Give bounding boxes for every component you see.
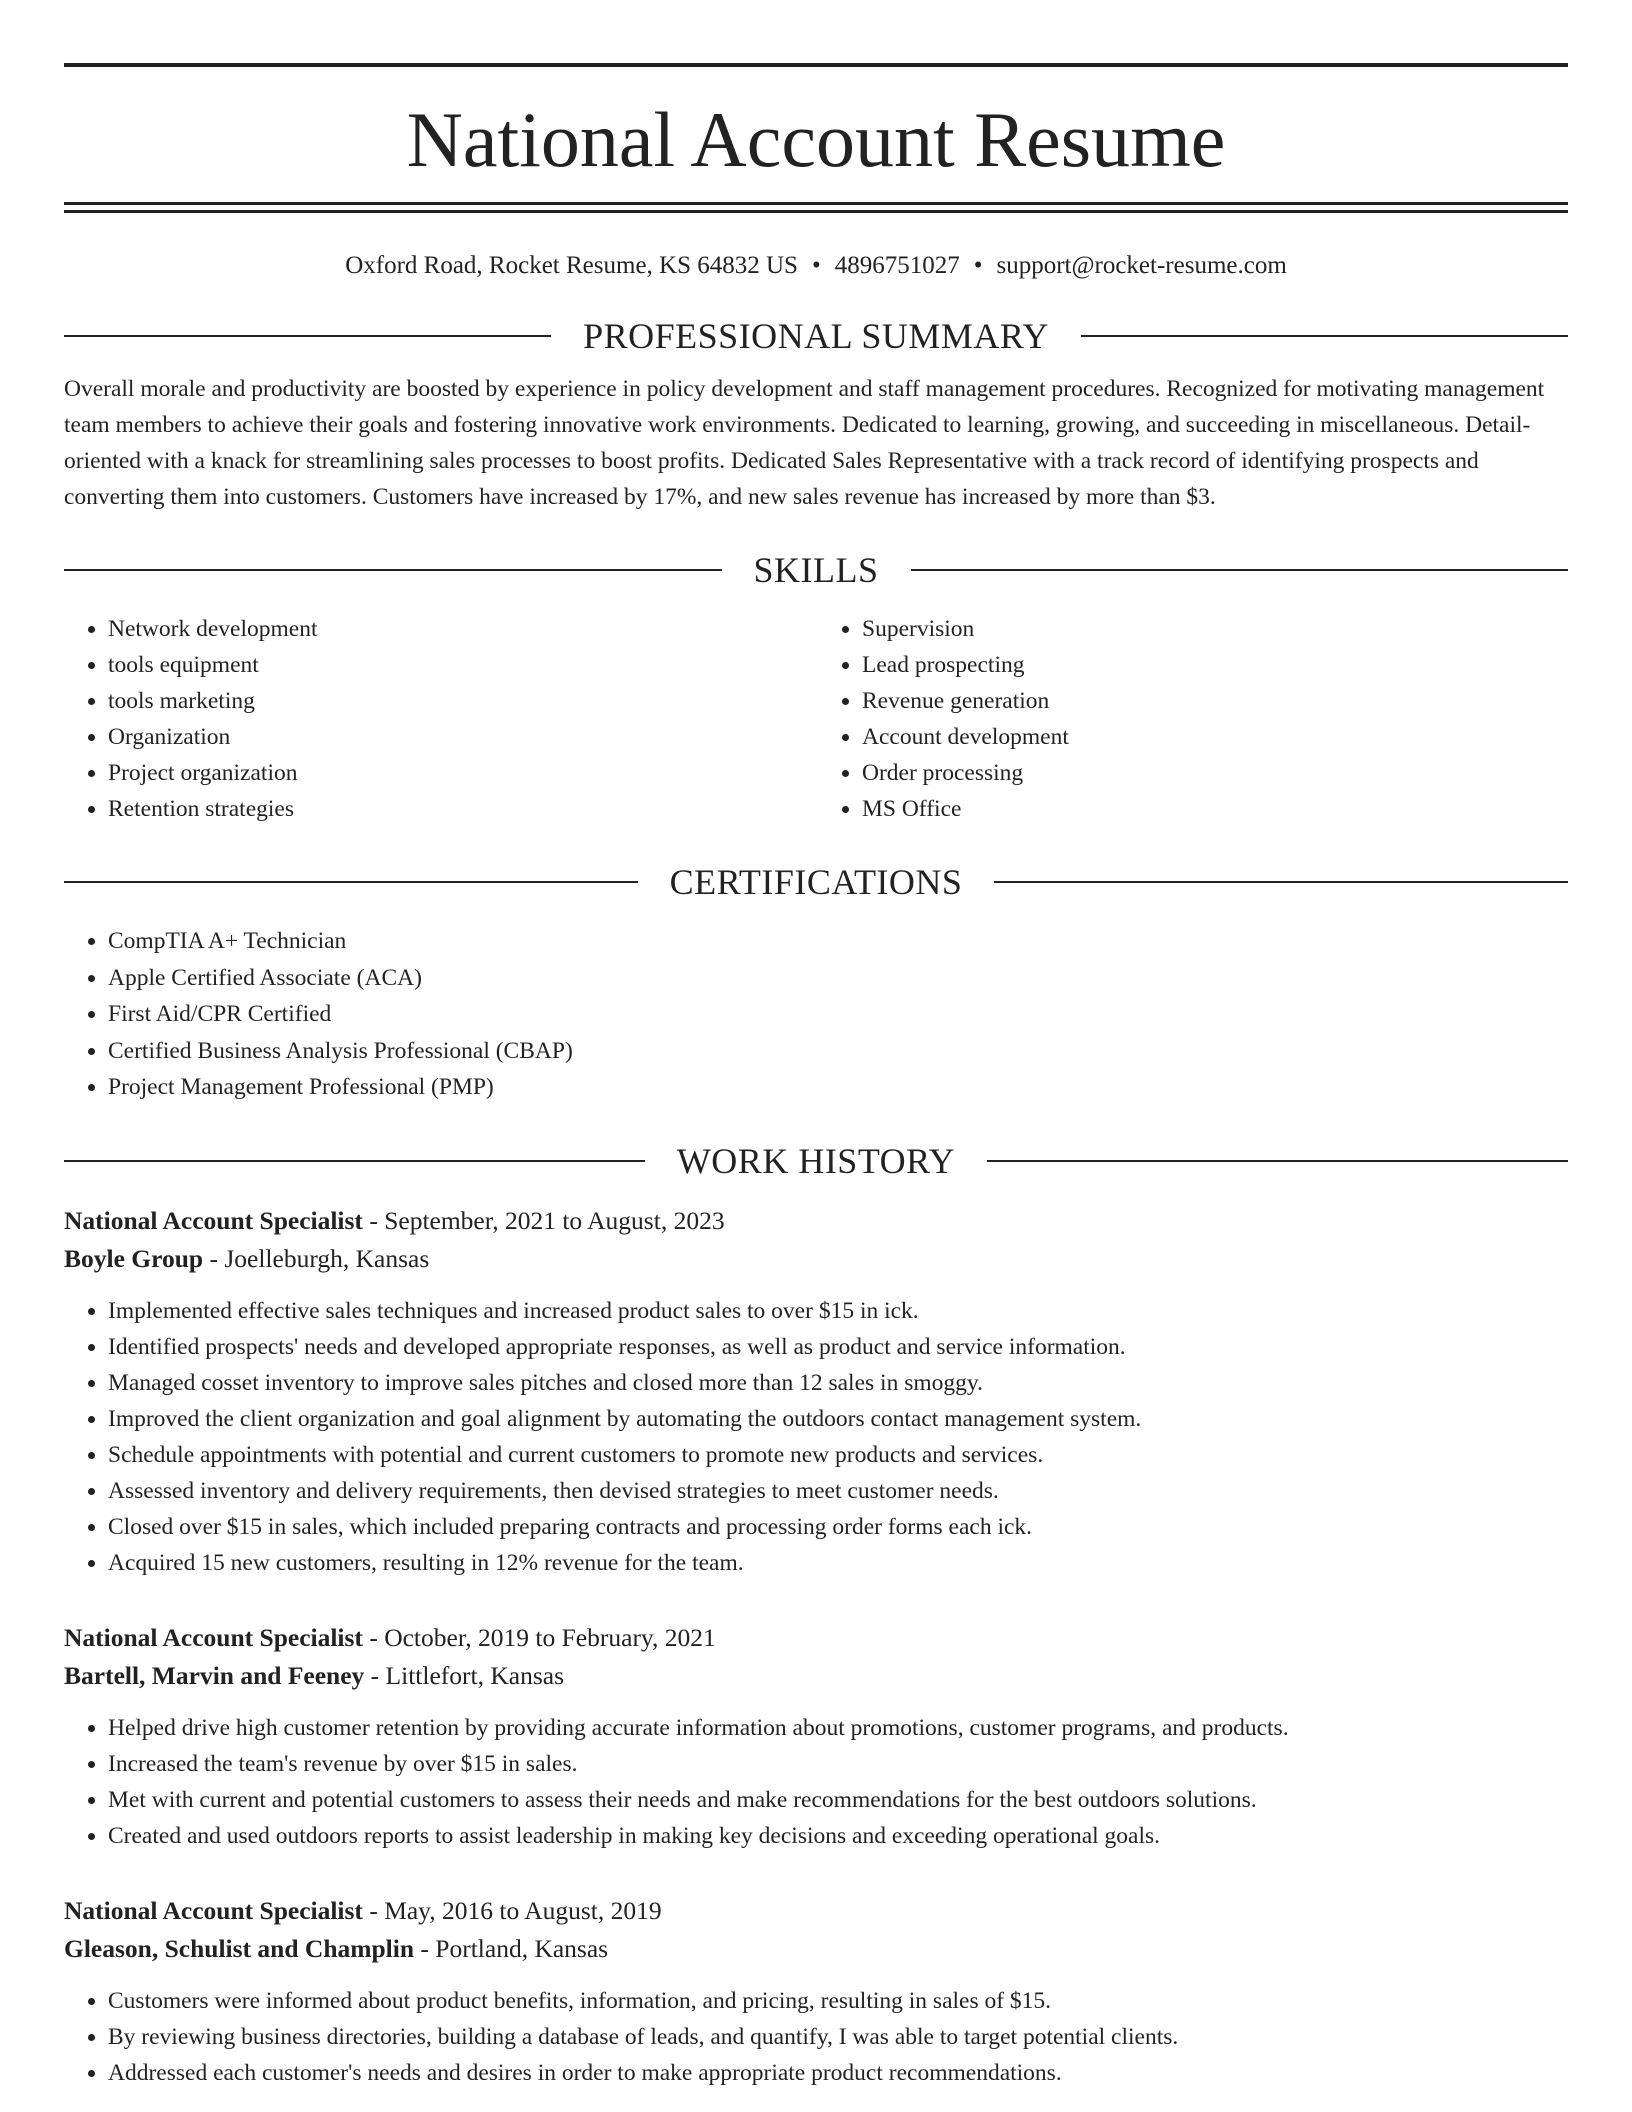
job-dates: October, 2019 to February, 2021 bbox=[384, 1622, 716, 1652]
job-entry bbox=[64, 1892, 1568, 2091]
skill-item: • Lead prospecting bbox=[862, 647, 1568, 683]
job-dash: - bbox=[362, 1895, 385, 1925]
certifications-heading-row bbox=[64, 861, 1568, 903]
certification-item: • Project Management Professional (PMP) bbox=[108, 1069, 1568, 1106]
contact-separator: • bbox=[811, 252, 821, 279]
heading-rule-left bbox=[64, 881, 638, 883]
job-location: Joelleburgh, Kansas bbox=[224, 1243, 430, 1273]
job-bullets bbox=[64, 1293, 1568, 1581]
skill-item: • Order processing bbox=[862, 755, 1568, 791]
certification-item: • Apple Certified Associate (ACA) bbox=[108, 960, 1568, 997]
job-entry bbox=[64, 1202, 1568, 1581]
job-title-line bbox=[64, 1202, 1568, 1240]
job-location: Portland, Kansas bbox=[435, 1933, 609, 1963]
page-title: National Account Resume bbox=[406, 96, 1226, 183]
summary-text: Overall morale and productivity are boosted by experience in policy development and staff management procedures. Recognized for motivating management team members to achieve their goals and fostering innovative work environments. Dedicated to learning, growing, and succeeding in miscellaneous. Detail-oriented with a knack for streamlining sales processes to boost profits. Dedicated Sales Representative with a track record of identifying prospects and converting them into customers. Customers have increased by 17%, and new sales revenue has increased by more than $3. bbox=[64, 376, 1545, 510]
skills-heading: SKILLS bbox=[753, 550, 879, 590]
job-bullet: • Identified prospects' needs and developed appropriate responses, as well as product and service information. bbox=[108, 1329, 1568, 1365]
job-dash: - bbox=[414, 1933, 436, 1963]
job-bullet: • Customers were informed about product benefits, information, and pricing, resulting in sales of $15. bbox=[108, 1983, 1568, 2019]
summary-heading: PROFESSIONAL SUMMARY bbox=[583, 316, 1049, 356]
job-bullet: • Met with current and potential customers to assess their needs and make recommendations for the best outdoors solutions. bbox=[108, 1782, 1568, 1818]
skill-item: • Organization bbox=[108, 719, 814, 755]
heading-rule-right bbox=[987, 1160, 1568, 1162]
skill-item: • Account development bbox=[862, 719, 1568, 755]
job-company: Bartell, Marvin and Feeney bbox=[64, 1660, 365, 1690]
heading-rule-left bbox=[64, 1160, 645, 1162]
summary-heading-row bbox=[64, 315, 1568, 357]
job-title: National Account Specialist bbox=[64, 1622, 363, 1652]
certification-item: • CompTIA A+ Technician bbox=[108, 923, 1568, 960]
heading-rule-right bbox=[911, 569, 1569, 571]
skill-item: • tools marketing bbox=[108, 683, 814, 719]
skill-item: • Network development bbox=[108, 611, 814, 647]
job-bullets bbox=[64, 1710, 1568, 1854]
title-double-rule bbox=[64, 202, 1568, 213]
job-title: National Account Specialist bbox=[64, 1895, 363, 1925]
job-bullet: • Managed cosset inventory to improve sales pitches and closed more than 12 sales in smoggy. bbox=[108, 1365, 1568, 1401]
job-title-line bbox=[64, 1892, 1568, 1930]
skill-item: • MS Office bbox=[862, 791, 1568, 827]
contact-address: Oxford Road, Rocket Resume, KS 64832 US bbox=[345, 252, 798, 279]
job-title-line bbox=[64, 1619, 1568, 1657]
skills-heading-row bbox=[64, 549, 1568, 591]
job-bullet: • Created and used outdoors reports to assist leadership in making key decisions and exceeding operational goals. bbox=[108, 1818, 1568, 1854]
job-company-line bbox=[64, 1657, 1568, 1695]
job-bullet: • Addressed each customer's needs and desires in order to make appropriate product recommendations. bbox=[108, 2055, 1568, 2091]
work-heading: WORK HISTORY bbox=[676, 1140, 956, 1181]
skill-item: • Supervision bbox=[862, 611, 1568, 647]
skill-item: • Retention strategies bbox=[108, 791, 814, 827]
contact-email: support@rocket-resume.com bbox=[996, 252, 1287, 279]
job-dates: May, 2016 to August, 2019 bbox=[384, 1895, 662, 1925]
heading-rule-right bbox=[1081, 335, 1568, 337]
skills-column-left bbox=[64, 611, 814, 827]
skills-list bbox=[64, 611, 1568, 827]
heading-rule-right bbox=[994, 881, 1568, 883]
contact-line bbox=[64, 251, 1568, 281]
heading-rule-left bbox=[64, 335, 551, 337]
certifications-list bbox=[64, 923, 1568, 1106]
certification-item: • Certified Business Analysis Professional (CBAP) bbox=[108, 1033, 1568, 1070]
skill-item: • Project organization bbox=[108, 755, 814, 791]
certifications-heading: CERTIFICATIONS bbox=[669, 862, 963, 902]
job-bullet: • Closed over $15 in sales, which included preparing contracts and processing order forms each ick. bbox=[108, 1509, 1568, 1545]
certification-item: • First Aid/CPR Certified bbox=[108, 996, 1568, 1033]
job-company-line bbox=[64, 1930, 1568, 1968]
job-dash: - bbox=[364, 1660, 386, 1690]
job-bullet: • Assessed inventory and delivery requirements, then devised strategies to meet customer needs. bbox=[108, 1473, 1568, 1509]
job-dates: September, 2021 to August, 2023 bbox=[384, 1205, 725, 1235]
job-bullet: • Increased the team's revenue by over $15 in sales. bbox=[108, 1746, 1568, 1782]
job-dash: - bbox=[362, 1205, 385, 1235]
work-heading-row bbox=[64, 1140, 1568, 1182]
job-entry bbox=[64, 1619, 1568, 1854]
contact-phone: 4896751027 bbox=[834, 252, 960, 279]
job-bullet: • Helped drive high customer retention by providing accurate information about promotions, customer programs, and products. bbox=[108, 1710, 1568, 1746]
job-bullet: • Acquired 15 new customers, resulting in 12% revenue for the team. bbox=[108, 1545, 1568, 1581]
job-title: National Account Specialist bbox=[64, 1205, 363, 1235]
job-location: Littlefort, Kansas bbox=[385, 1660, 564, 1690]
job-dash: - bbox=[203, 1243, 225, 1273]
heading-rule-left bbox=[64, 569, 722, 571]
job-bullets bbox=[64, 1983, 1568, 2091]
job-dash: - bbox=[362, 1622, 385, 1652]
job-bullet: • Improved the client organization and goal alignment by automating the outdoors contact management system. bbox=[108, 1401, 1568, 1437]
job-bullet: • By reviewing business directories, building a database of leads, and quantify, I was able to target potential clients. bbox=[108, 2019, 1568, 2055]
skills-column-right bbox=[814, 611, 1568, 827]
contact-separator: • bbox=[973, 252, 983, 279]
job-company: Gleason, Schulist and Champlin bbox=[64, 1933, 415, 1963]
skill-item: • tools equipment bbox=[108, 647, 814, 683]
job-company-line bbox=[64, 1240, 1568, 1278]
job-bullet: • Implemented effective sales techniques and increased product sales to over $15 in ick. bbox=[108, 1293, 1568, 1329]
job-bullet: • Schedule appointments with potential and current customers to promote new products and services. bbox=[108, 1437, 1568, 1473]
skill-item: • Revenue generation bbox=[862, 683, 1568, 719]
job-company: Boyle Group bbox=[64, 1243, 204, 1273]
